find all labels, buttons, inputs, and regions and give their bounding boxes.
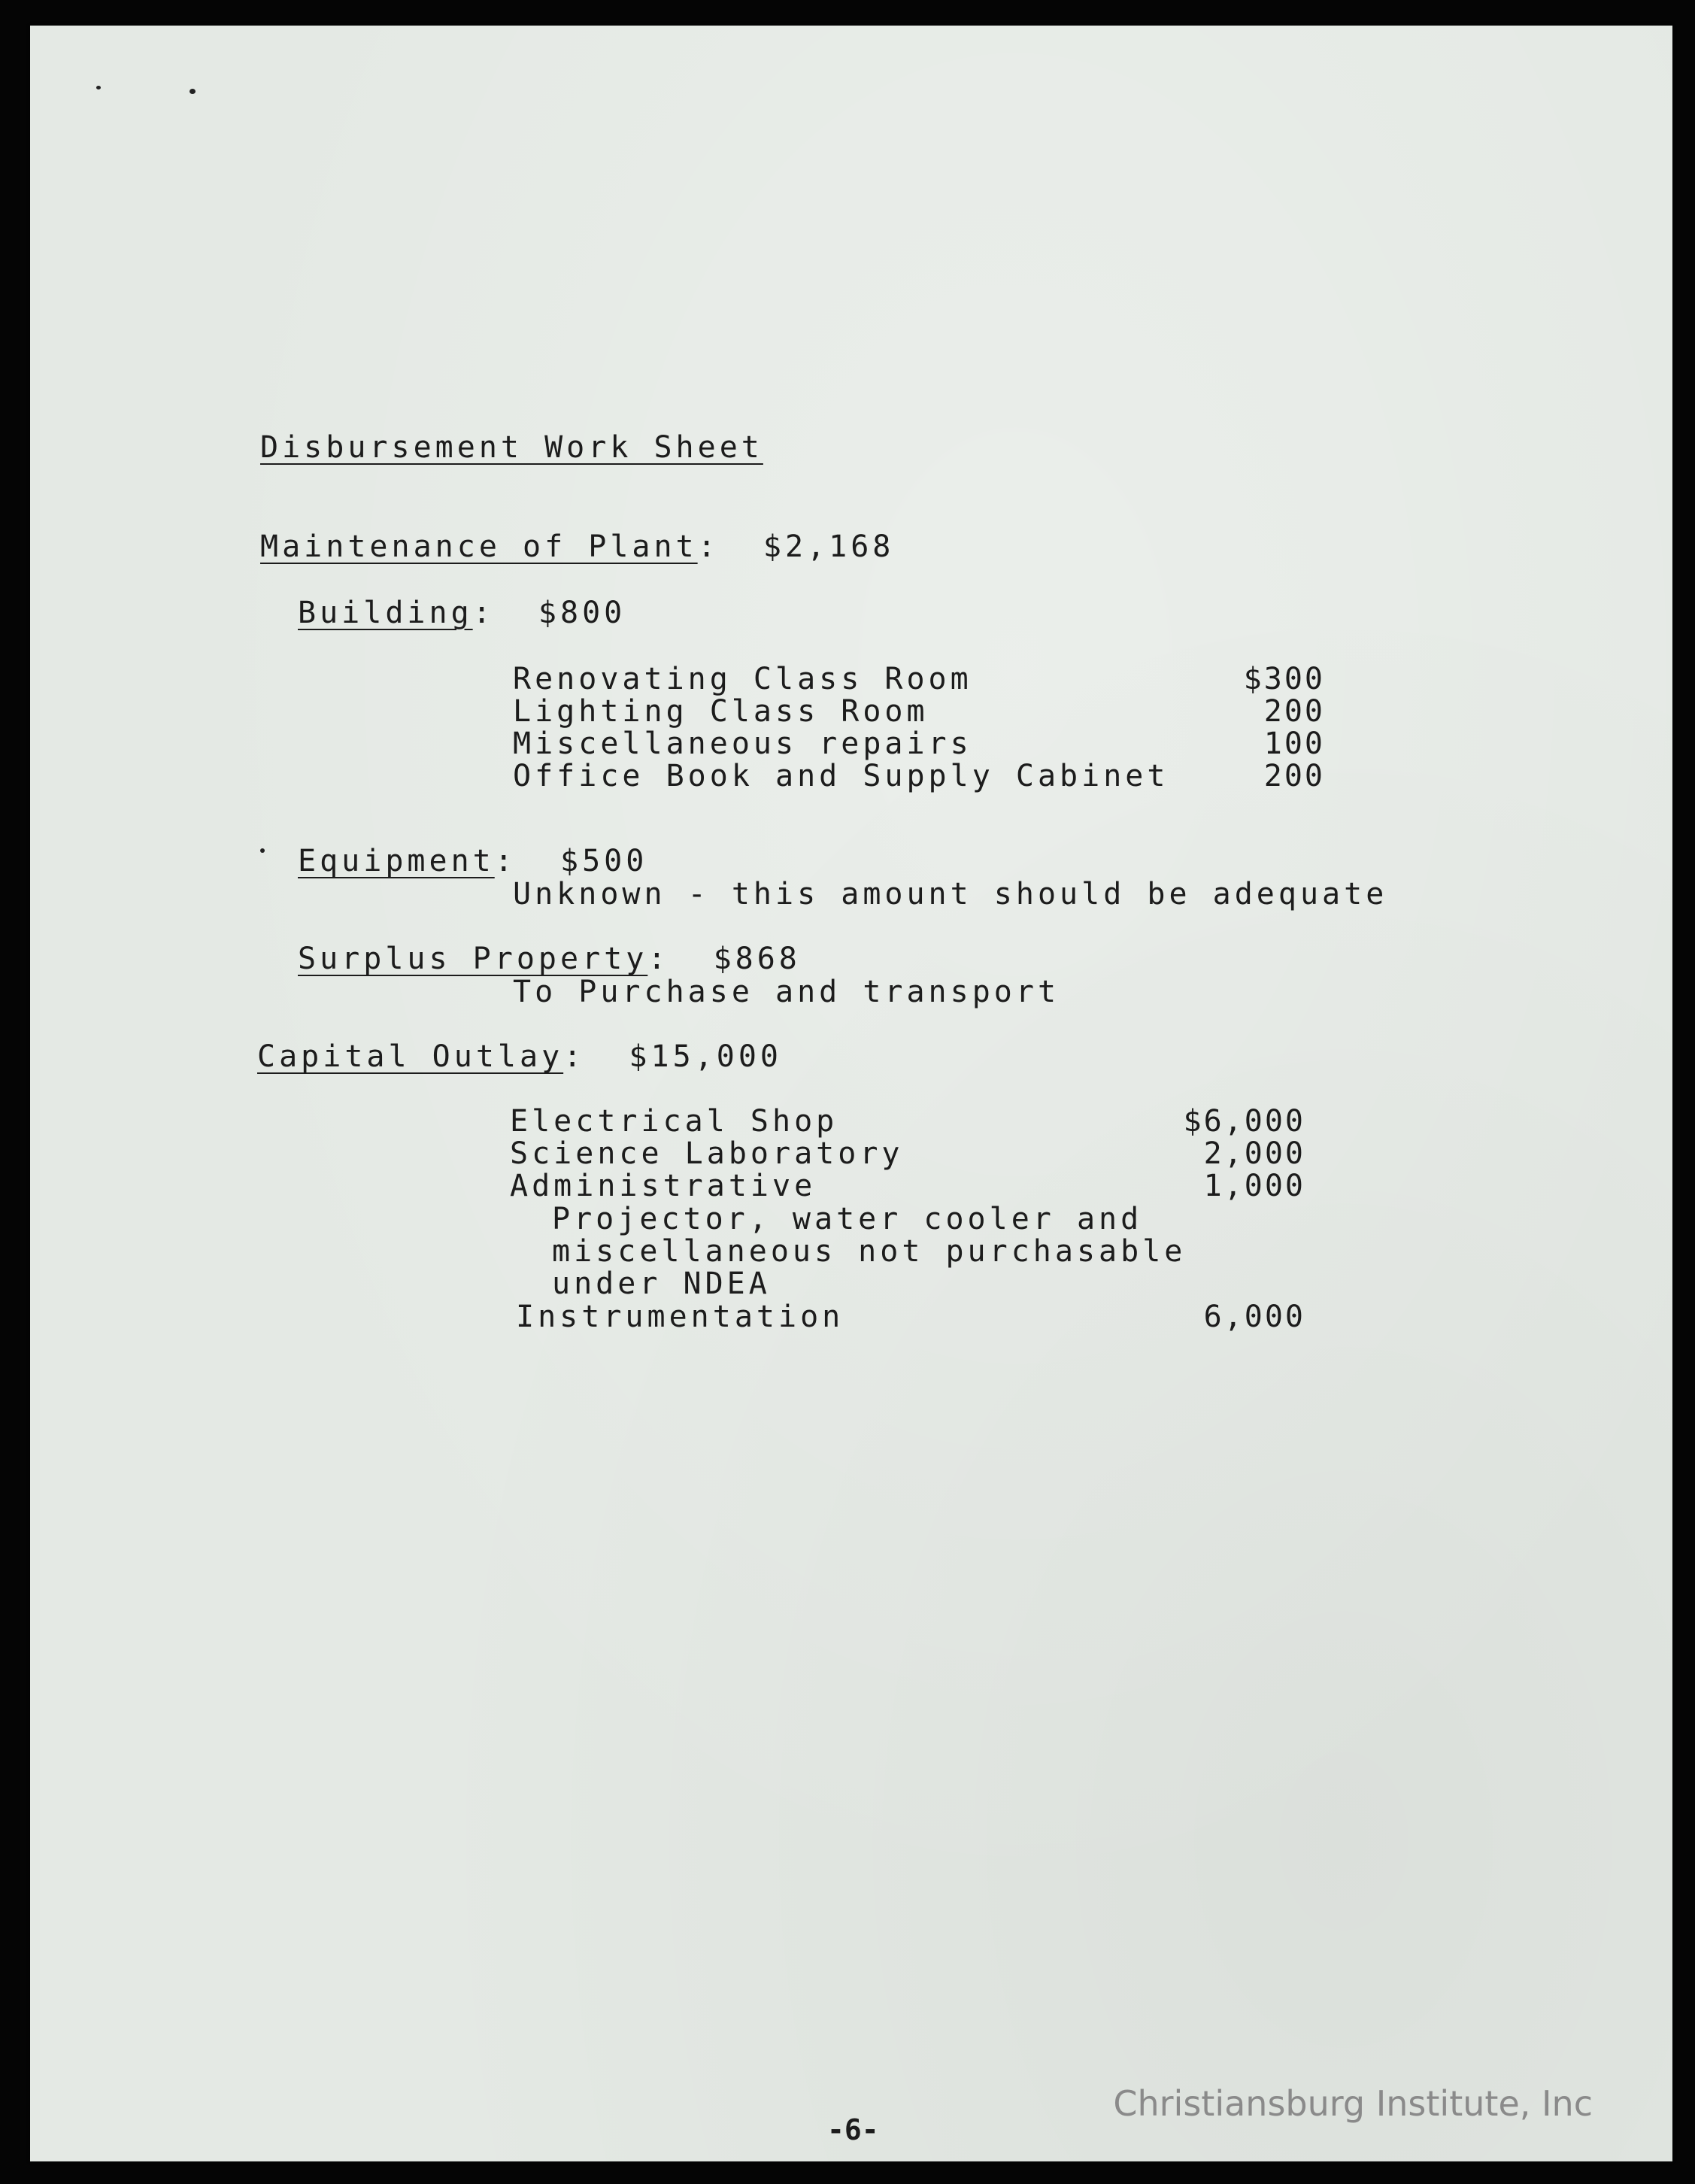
- building-item-desc: Miscellaneous repairs: [513, 726, 972, 761]
- building-label: Building: [298, 596, 473, 630]
- equipment-heading: [298, 845, 647, 878]
- document-title: Disbursement Work Sheet: [260, 430, 763, 465]
- capital-label: Capital Outlay: [257, 1039, 564, 1074]
- surplus-note: To Purchase and transport: [513, 975, 1060, 1009]
- watermark-text: Christiansburg Institute, Inc: [1113, 2083, 1593, 2124]
- colon: :: [494, 844, 560, 878]
- building-item-desc: Renovating Class Room: [513, 662, 972, 696]
- capital-heading: [257, 1041, 782, 1073]
- admin-note-line: under NDEA: [552, 1266, 771, 1301]
- capital-item-amount: 1,000: [1203, 1169, 1305, 1203]
- maintenance-label: Maintenance of Plant: [260, 529, 698, 564]
- maintenance-amount: $2,168: [763, 529, 895, 564]
- paper-sheet: [30, 26, 1672, 2161]
- admin-note-line: Projector, water cooler and: [552, 1202, 1143, 1236]
- equipment-note: Unknown - this amount should be adequate: [513, 877, 1388, 912]
- building-item-desc: Lighting Class Room: [513, 694, 929, 729]
- colon: :: [472, 596, 538, 630]
- admin-note-line: miscellaneous not purchasable: [552, 1234, 1187, 1269]
- colon: :: [563, 1039, 629, 1074]
- capital-item-desc: Science Laboratory: [510, 1136, 904, 1171]
- building-item-amount: 200: [1263, 694, 1325, 729]
- page-number: -6-: [827, 2113, 879, 2146]
- building-item-amount: 100: [1263, 726, 1325, 761]
- colon: :: [697, 529, 763, 564]
- building-amount: $800: [538, 596, 626, 630]
- building-item-amount: 200: [1263, 759, 1325, 793]
- surplus-heading: [298, 943, 801, 975]
- building-item-desc: Office Book and Supply Cabinet: [513, 759, 1169, 793]
- capital-item-amount: 6,000: [1203, 1300, 1305, 1334]
- capital-item-desc: Instrumentation: [516, 1300, 844, 1334]
- capital-amount: $15,000: [629, 1039, 782, 1074]
- equipment-label: Equipment: [298, 844, 495, 878]
- equipment-amount: $500: [560, 844, 648, 878]
- speck-mark: [190, 89, 196, 94]
- maintenance-heading: [260, 531, 894, 563]
- surplus-label: Surplus Property: [298, 942, 648, 976]
- capital-item-amount: 2,000: [1203, 1136, 1305, 1171]
- capital-item-desc: Administrative: [510, 1169, 817, 1203]
- speck-mark: [96, 86, 101, 89]
- building-item-amount: $300: [1243, 662, 1325, 696]
- building-heading: [298, 597, 626, 629]
- colon: :: [647, 942, 714, 976]
- speck-mark: [260, 848, 265, 853]
- capital-item-amount: $6,000: [1183, 1104, 1305, 1139]
- surplus-amount: $868: [713, 942, 801, 976]
- capital-item-desc: Electrical Shop: [510, 1104, 838, 1139]
